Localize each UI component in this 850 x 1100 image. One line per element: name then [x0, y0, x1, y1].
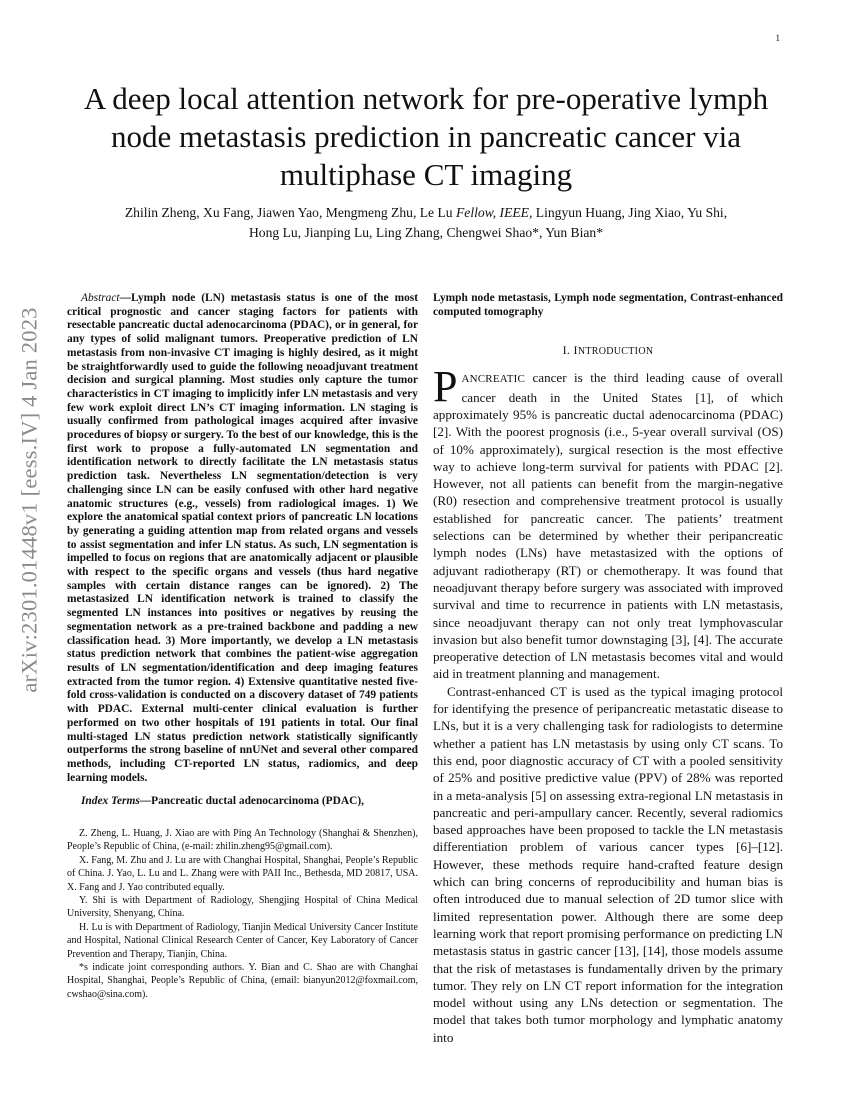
footnote: Y. Shi is with Department of Radiology, Shengjing Hospital of China Medical University, Shenyang, China. [67, 895, 418, 920]
abstract-text: —Lymph node (LN) metastasis status is one of the most critical prognostic and cancer staging factors for patients with resectable pancreatic ductal adenocarcinoma (PDAC), or in general, for any types of solid malignant tumors. Preoperative prediction of LN metastasis from non-invasive CT imaging is highly desired, as it might be straightforwardly used to guide the following neoadjuvant treatment decision and surgical planning. Most studies only capture the tumor characteristics in CT imaging to implicitly infer LN metastasis and very few work exploit direct LN’s CT imaging information. LN staging is usually confirmed from pathological images acquired after invasive procedures of biopsy or surgery. To the best of our knowledge, this is the first work to propose a fully-automated LN segmentation and identification network to directly facilitate the LN metastasis status prediction task. Nevertheless LN segmentation/detection is very challenging since LN can be easily confused with other hard negative anatomic structures (e.g., vessels) from radiological images. 1) We explore the anatomical spatial context priors of pancreatic LN locations by generating a guiding attention map from related organs and vessels to assist segmentation and infer LN status. As such, LN segmentation is impelled to focus on regions that are anatomically adjacent or plausible with respect to the specific organs and vessels (thus hard negative samples with certain distance ranges can be ignored). 2) The metastasized LN identification network is trained to classify the segmented LN instances into positives or negatives by reusing the segmentation network as a pre-trained backbone and padding a new classification head. 3) More importantly, we develop a LN metastasis status prediction network that combines the patient-wise aggregation results of LN segmentation/identification and deep imaging features extracted from the tumor region. 4) Extensive quantitative nested five-fold cross-validation is conducted on a discovery dataset of 749 patients with PDAC. External multi-center clinical evaluation is further performed on two other hospitals of 191 patients in total. Our final multi-staged LN status prediction network statistically significantly outperforms the strong baseline of nnUNet and several other compared methods, including CT-reported LN status, radiomics, and deep learning models. [67, 292, 418, 784]
drop-cap: P [433, 362, 458, 412]
right-column [433, 292, 783, 1046]
index-terms [67, 795, 418, 809]
intro-paragraph-2: Contrast-enhanced CT is used as the typical imaging protocol for identifying the presence of peripancreatic metastatic disease to LNs, but it is a very challenging task for radiologists to determine whether a patient has LN metastasis by using only CT scans. To this end, poor diagnostic accuracy of CT with a pooled sensitivity of 25% and positive predictive value (PPV) of 28% was reported in a meta-analysis [5] on assessing extra-regional LN metastasis in pancreatic and peri-ampullary cancer. Recently, several radiomics based approaches have been proposed to tackle the LN metastasis differentiation problem of various cancer types [6]–[12]. However, these methods require hand-crafted feature design which can bring concerns of reproducibility and human bias is often introduced due to manual selection of 2D tumor slice with limited representation power. Although there are some deep learning work that report promising performance on predicting LN metastasis status in gastric cancer [13], [14], those models assume that the risk of metastases is fundamentally driven by the primary tumor. They rely on LN CT report information for the integration model without using any LNs detection or segmentation. The model that takes both tumor morphology and lymphatic anatomy into [433, 683, 783, 1045]
abstract-label: Abstract [81, 292, 120, 304]
intro-paragraph-1: cancer is the third leading cause of overall cancer death in the United States [1], of which approximately 95% is pancreatic ductal adenocarcinoma (PDAC) [2]. With the poorest prognosis (i.e., 5-year overall survival (OS) of 10% approximately), surgical resection is the most effective way to achieve long-term survival for patients with PDAC [2]. However, not all patients can benefit from the margin-negative (R0) resection and comprehensive treatment protocol is usually established for pancreatic cancer. The patients’ treatment selections can be determined by whether their peripancreatic lymph nodes (LNs) have metastasized with the options of adjuvant radiotherapy (RT) or chemotherapy. It was found that neoadjuvant therapy before surgery was associated with improved survival and time to recurrence in patients with LN metastasis, since neoadjuvant therapy can not only treat lymphovascular invasion but also benefit tumor downstaging [3], [4]. The accurate preoperative detection of LN metastasis becomes vital and would aid in treatment planning and management. [433, 370, 783, 682]
authors-line1-part2: Lingyun Huang, Jing Xiao, Yu Shi, [535, 205, 728, 220]
authors-line2: Hong Lu, Jianping Lu, Ling Zhang, Chengwei Shao*, Yun Bian* [248, 225, 604, 240]
section-title-rest: NTRODUCTION [577, 346, 654, 358]
intro-lead-caps: ANCREATIC [461, 373, 526, 386]
authors-fellow-note: Fellow, IEEE, [456, 205, 533, 220]
footnote: *s indicate joint corresponding authors. Y. Bian and C. Shao are with Changhai Hospital, Shanghai, People’s Republic of China, (email: bianyun2012@foxmail.com, cwshao@sina.com). [67, 962, 418, 1000]
arxiv-sidebar [0, 305, 60, 695]
intro-paragraph [433, 362, 783, 682]
page-number: 1 [775, 33, 780, 43]
abstract [67, 292, 418, 785]
footnote: X. Fang, M. Zhu and J. Lu are with Changhai Hospital, Shanghai, People’s Republic of China. J. Yao, L. Lu and L. Zhang were with PAII Inc., Bethesda, MD 20817, USA. X. Fang and J. Yao contributed equally. [67, 854, 418, 893]
index-terms-label: Index Terms [81, 795, 140, 808]
paper-title: A deep local attention network for pre-operative lymph node metastasis prediction in pancreatic cancer via multiphase CT imaging [83, 81, 769, 192]
section-heading-introduction [433, 343, 783, 359]
section-number: I. [562, 343, 571, 358]
footnote: Z. Zheng, L. Huang, J. Xiao are with Ping An Technology (Shanghai & Shenzhen), People’s Republic of China, (e-mail: zhilin.zheng95@gmail.com). [67, 828, 418, 853]
section-title-first: I [573, 343, 578, 358]
footnotes [67, 827, 418, 1001]
author-list [70, 203, 782, 243]
introduction-body [433, 362, 783, 1046]
authors-line1-part1: Zhilin Zheng, Xu Fang, Jiawen Yao, Mengmeng Zhu, Le Lu [124, 205, 453, 220]
arxiv-identifier: arXiv:2301.01448v1 [eess.IV] 4 Jan 2023 [17, 307, 42, 693]
left-column [67, 292, 418, 1001]
index-terms-text: —Pancreatic ductal adenocarcinoma (PDAC), [139, 795, 364, 808]
footnote: H. Lu is with Department of Radiology, Tianjin Medical University Cancer Institute and Hospital, National Clinical Research Center of Cancer, Key Laboratory of Cancer Prevention and Therapy, Tianjin, China. [67, 921, 418, 960]
index-terms-continued: Lymph node metastasis, Lymph node segmentation, Contrast-enhanced computed tomography [433, 292, 783, 318]
